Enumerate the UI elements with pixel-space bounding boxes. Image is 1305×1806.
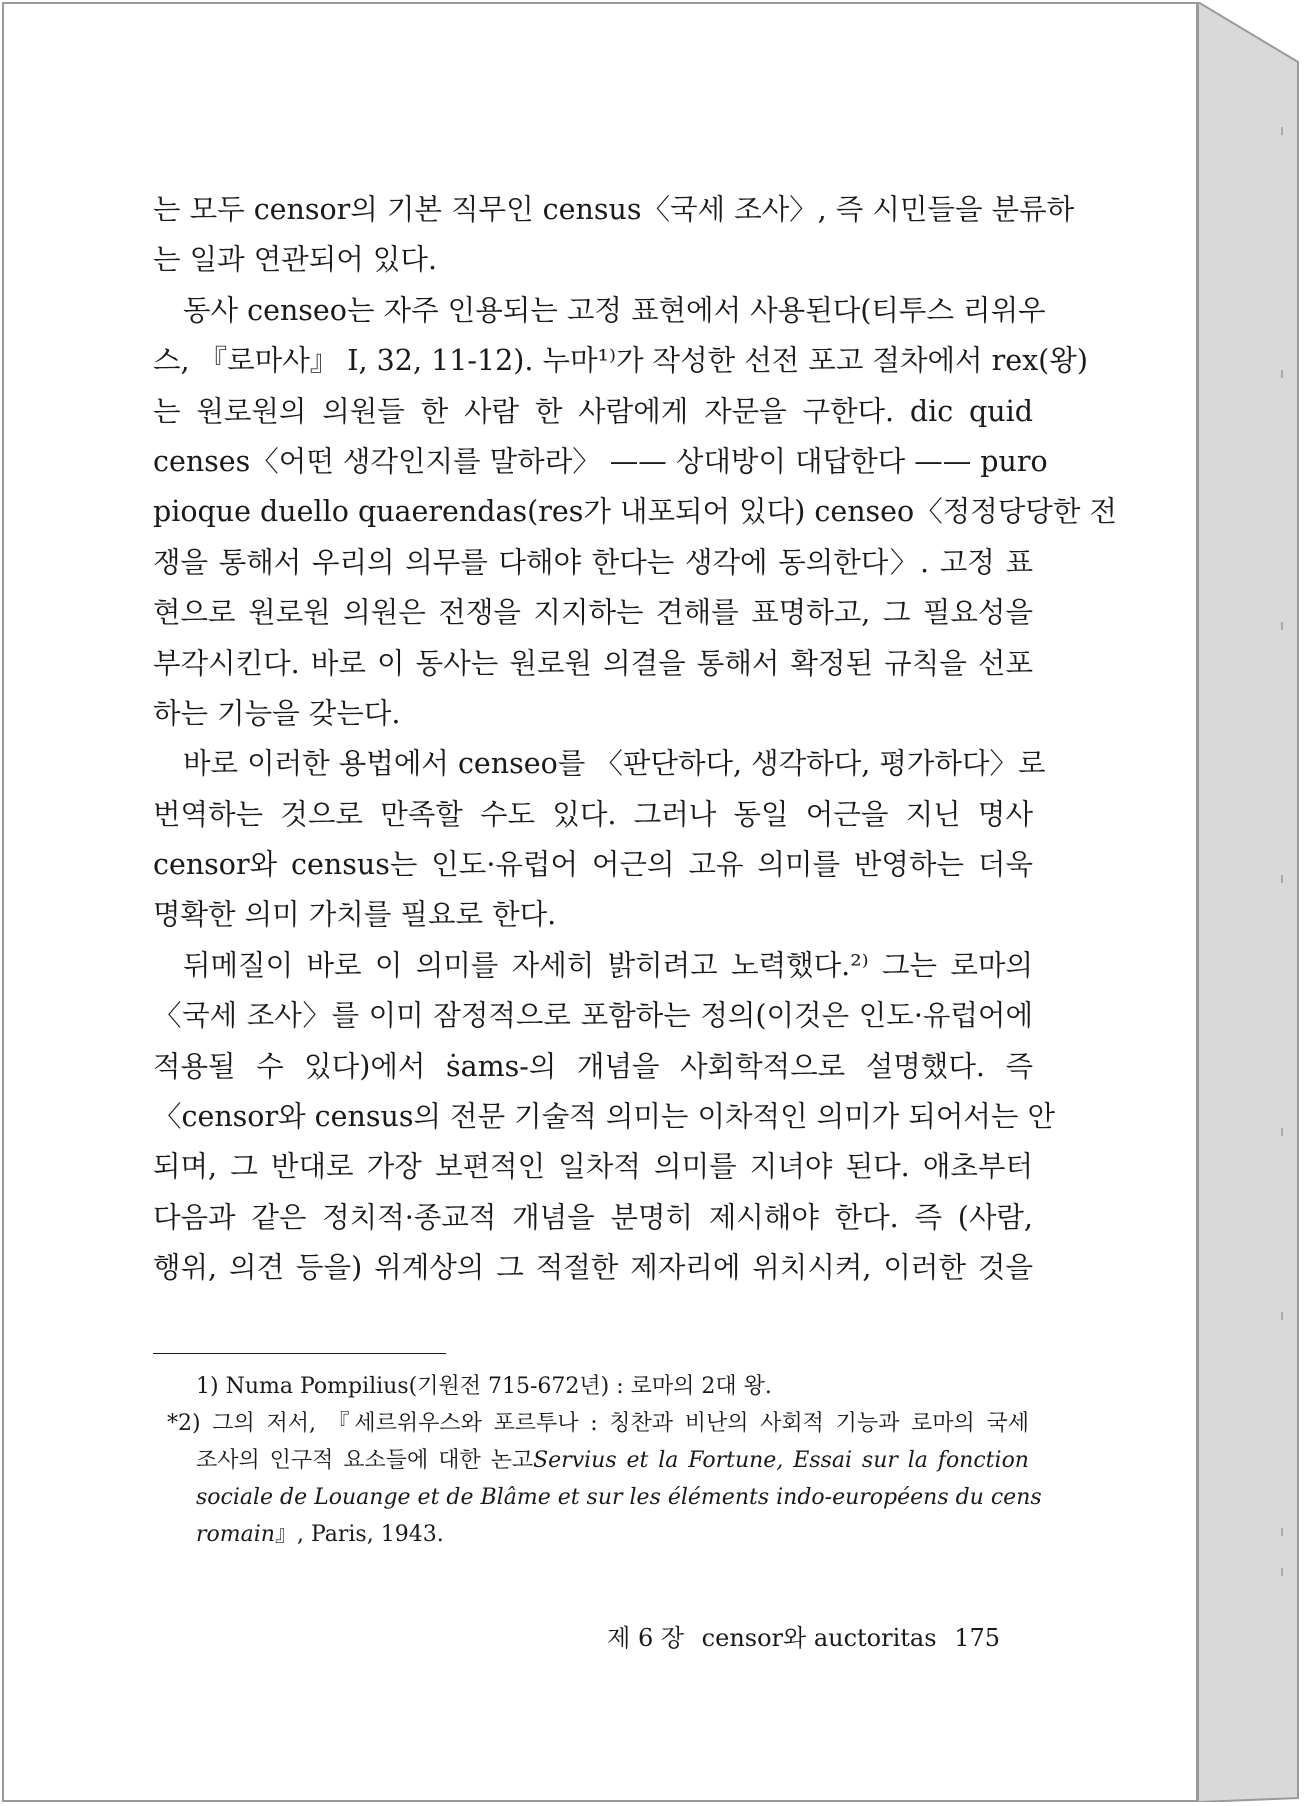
text-line: 적용될 수 있다)에서 ṡams-의 개념을 사회학적으로 설명했다. 즉 — [153, 1049, 1033, 1083]
footnote-2-title-end: romain — [196, 1522, 275, 1547]
page-number: 175 — [954, 1624, 1000, 1652]
footnote-2-line — [153, 1442, 1029, 1479]
footnote-2-citation: 』, Paris, 1943. — [274, 1522, 444, 1547]
text-line: 현으로 원로원 의원은 전쟁을 지지하는 견해를 표명하고, 그 필요성을 — [153, 596, 1033, 630]
text-line: 하는 기능을 갖는다. — [153, 696, 401, 730]
footer-chapter: 제 6 장 — [607, 1624, 685, 1652]
text-line: 스, 『로마사』 I, 32, 11-12). 누마¹⁾가 작성한 선전 포고 절차에서 rex(왕) — [153, 344, 1088, 378]
body-text — [153, 185, 1117, 1294]
footnote-2-title: Servius et la Fortune, Essai sur la fonction — [533, 1448, 1029, 1473]
footer-title: censor와 auctoritas — [701, 1624, 937, 1652]
text-line: 〈국세 조사〉를 이미 잠정적으로 포함하는 정의(이것은 인도·유럽어에 — [153, 999, 1033, 1033]
footnotes — [153, 1368, 1042, 1553]
text-line: 는 모두 censor의 기본 직무인 census〈국세 조사〉, 즉 시민들을 분류하 — [153, 193, 1075, 226]
book-spine-edge — [1198, 2, 1301, 1802]
text-line: censes〈어떤 생각인지를 말하라〉 —— 상대방이 대답한다 —— puro — [153, 444, 1048, 478]
footnote-rule — [153, 1353, 446, 1354]
text-line: 〈censor와 census의 전문 기술적 의미는 이차적인 의미가 되어서는 안 — [153, 1100, 1056, 1134]
text-line: 다음과 같은 정치적·종교적 개념을 분명히 제시해야 한다. 즉 (사람, — [153, 1200, 1033, 1234]
text-line: 행위, 의견 등을) 위계상의 그 적절한 제자리에 위치시켜, 이러한 것을 — [153, 1251, 1033, 1285]
text-line: pioque duello quaerendas(res가 내포되어 있다) censeo〈정정당당한 전 — [153, 495, 1117, 529]
text-line: 동사 censeo는 자주 인용되는 고정 표현에서 사용된다(티투스 리위우 — [183, 293, 1046, 327]
footnote-2-korean: 조사의 인구적 요소들에 대한 논고 — [196, 1448, 534, 1473]
text-line: 뒤메질이 바로 이 의미를 자세히 밝히려고 노력했다.²⁾ 그는 로마의 — [183, 948, 1033, 982]
text-line: 부각시킨다. 바로 이 동사는 원로원 의결을 통해서 확정된 규칙을 선포 — [153, 646, 1033, 680]
text-line: 는 일과 연관되어 있다. — [153, 243, 438, 277]
text-line: 바로 이러한 용법에서 censeo를 〈판단하다, 생각하다, 평가하다〉로 — [183, 747, 1046, 781]
running-footer — [597, 1618, 1000, 1653]
footnote-2-line: *2) 그의 저서, 『세르위우스와 포르투나 : 칭찬과 비난의 사회적 기능과 로마의 국세 — [167, 1411, 1029, 1436]
footnote-1: 1) Numa Pompilius(기원전 715-672년) : 로마의 2대 왕. — [196, 1374, 772, 1399]
text-line: 는 원로원의 의원들 한 사람 한 사람에게 자문을 구한다. dic quid — [153, 394, 1033, 428]
text-line: 쟁을 통해서 우리의 의무를 다해야 한다는 생각에 동의한다〉. 고정 표 — [153, 545, 1033, 579]
text-line: 명확한 의미 가치를 필요로 한다. — [153, 898, 557, 932]
text-line: censor와 census는 인도·유럽어 어근의 고유 의미를 반영하는 더욱 — [153, 848, 1033, 882]
footnote-2-line — [153, 1516, 1029, 1553]
text-line: 번역하는 것으로 만족할 수도 있다. 그러나 동일 어근을 지닌 명사 — [153, 797, 1033, 831]
footnote-2-title-line: sociale de Louange et de Blâme et sur les éléments indo-européens du cens — [196, 1485, 1042, 1510]
text-line: 되며, 그 반대로 가장 보편적인 일차적 의미를 지녀야 된다. 애초부터 — [153, 1150, 1033, 1184]
